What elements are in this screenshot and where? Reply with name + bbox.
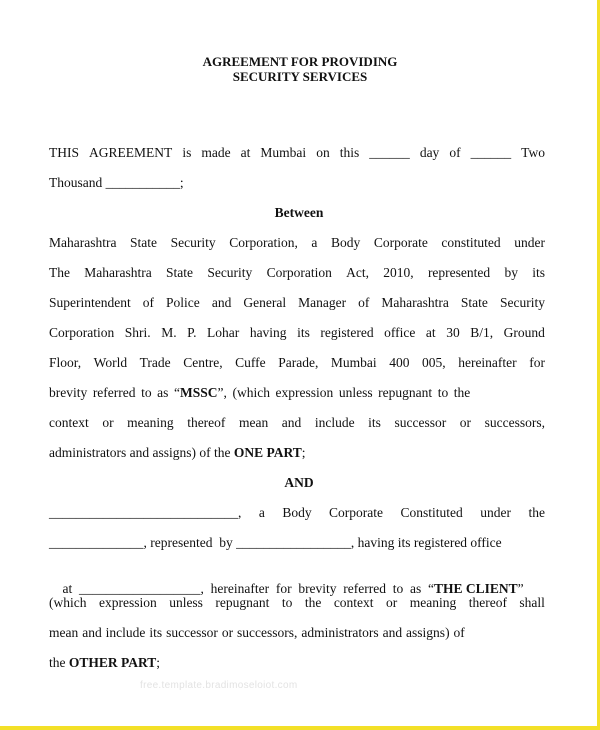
word: Corporate	[329, 505, 384, 520]
party1-context-line	[49, 415, 545, 431]
word: Constituted	[400, 505, 463, 520]
word: 005,	[422, 355, 446, 370]
word: (which	[49, 595, 87, 610]
word: office	[384, 325, 416, 340]
party1-line-3	[49, 295, 545, 311]
word: Corporation,	[229, 235, 298, 250]
word: Cuffe	[235, 355, 266, 370]
word: Ground	[503, 325, 545, 340]
word: under	[514, 235, 545, 250]
other-part-term: OTHER PART	[68, 655, 157, 670]
brevity-text-after: ”, (which expression unless repugnant to the	[217, 385, 471, 400]
client-text-after: ”	[517, 581, 524, 596]
other-part-before: the	[49, 655, 69, 670]
word: Shri.	[124, 325, 151, 340]
word: unless	[169, 595, 203, 610]
word: is	[182, 145, 192, 160]
title-line-2: SECURITY SERVICES	[232, 69, 368, 84]
word: Police	[166, 295, 200, 310]
word: ______	[369, 145, 410, 160]
word: shall	[519, 595, 545, 610]
word: 400	[389, 355, 410, 370]
word: on	[316, 145, 330, 160]
word: Security	[170, 235, 216, 250]
word: meaning	[127, 415, 174, 430]
word: under	[480, 505, 511, 520]
word: Parade,	[278, 355, 319, 370]
watermark: free.template.bradimoseloiot.com	[140, 680, 298, 691]
brevity-text-before: brevity referred to as “	[49, 385, 180, 400]
word: repugnant	[215, 595, 270, 610]
word: represented	[427, 265, 491, 280]
word: Manager	[298, 295, 347, 310]
word: successor	[394, 415, 447, 430]
word: ______	[470, 145, 512, 160]
word: ____________________________,	[49, 505, 242, 520]
word: Security	[499, 295, 545, 310]
word: its	[532, 265, 545, 280]
word: the	[528, 505, 545, 520]
word: Maharashtra	[49, 235, 117, 250]
word: context	[333, 595, 374, 610]
between-heading: Between	[274, 205, 324, 220]
word: Superintendent	[49, 295, 131, 310]
word: thereof	[187, 415, 226, 430]
word: or	[386, 595, 398, 610]
word: at	[425, 325, 436, 340]
word: B/1,	[470, 325, 494, 340]
word: The	[49, 265, 70, 280]
word: and	[211, 295, 232, 310]
intro-line-2: Thousand ___________;	[49, 175, 184, 190]
word: General	[243, 295, 287, 310]
word: mean	[238, 415, 269, 430]
word: Maharashtra	[381, 295, 449, 310]
intro-line-1	[49, 145, 545, 161]
word: Corporation	[49, 325, 115, 340]
word: at	[240, 145, 251, 160]
word: its	[368, 415, 381, 430]
word: registered	[320, 325, 374, 340]
word: Body	[282, 505, 312, 520]
word: AGREEMENT	[89, 145, 173, 160]
word: hereinafter	[458, 355, 517, 370]
word: thereof	[468, 595, 507, 610]
word: State	[130, 235, 158, 250]
word: State	[460, 295, 488, 310]
party1-line-2	[49, 265, 545, 281]
word: P.	[187, 325, 197, 340]
word: for	[529, 355, 545, 370]
other-part-after: ;	[156, 655, 161, 670]
word: Centre,	[183, 355, 223, 370]
and-heading: AND	[284, 475, 314, 490]
word: and	[281, 415, 302, 430]
word: of	[358, 295, 370, 310]
word: Maharashtra	[84, 265, 152, 280]
word: its	[297, 325, 310, 340]
mssc-term: MSSC	[180, 385, 218, 400]
one-part-before: administrators and assigns) of the	[49, 445, 234, 460]
word: Trade	[139, 355, 171, 370]
word: of	[142, 295, 155, 310]
client-term: THE CLIENT	[434, 581, 518, 596]
word: or	[459, 415, 472, 430]
word: a	[311, 235, 318, 250]
word: Corporation	[266, 265, 332, 280]
word: to	[281, 595, 293, 610]
word: THIS	[49, 145, 79, 160]
word: this	[339, 145, 360, 160]
party1-line-5	[49, 355, 545, 371]
word: State	[166, 265, 194, 280]
word: context	[49, 415, 89, 430]
page-border-bottom	[0, 726, 600, 730]
word: a	[258, 505, 265, 520]
one-part-after: ;	[301, 445, 306, 460]
word: include	[314, 415, 355, 430]
word: having	[249, 325, 287, 340]
party1-last-line	[49, 445, 545, 461]
word: Two	[521, 145, 545, 160]
word: meaning	[409, 595, 457, 610]
word: expression	[98, 595, 157, 610]
party1-line-1	[49, 235, 545, 251]
word: constituted	[441, 235, 501, 250]
word: Corporate	[373, 235, 428, 250]
word: Mumbai	[260, 145, 307, 160]
word: World	[93, 355, 128, 370]
word: Body	[330, 235, 361, 250]
word: day	[419, 145, 440, 160]
word: Lohar	[207, 325, 240, 340]
party1-brevity-line	[49, 385, 545, 401]
client-text-before: at __________________, hereinafter for brevity referred to as “	[62, 581, 435, 596]
word: 2010,	[383, 265, 414, 280]
document-title	[0, 54, 600, 84]
party2-last-line	[49, 655, 545, 671]
word: or	[102, 415, 114, 430]
word: the	[304, 595, 322, 610]
word: Security	[207, 265, 253, 280]
word: of	[449, 145, 461, 160]
party2-line-2: ______________, represented by _________________, having its registered office	[49, 535, 502, 550]
party2-line-5: mean and include its successor or successors, administrators and assigns) of	[49, 625, 465, 640]
word: by	[504, 265, 518, 280]
word: 30	[446, 325, 460, 340]
word: Act,	[346, 265, 369, 280]
word: made	[201, 145, 231, 160]
word: Mumbai	[330, 355, 377, 370]
word: successors,	[484, 415, 545, 430]
word: Floor,	[49, 355, 82, 370]
party2-line-1	[49, 505, 545, 521]
word: M.	[161, 325, 177, 340]
party1-line-4	[49, 325, 545, 341]
title-line-1: AGREEMENT FOR PROVIDING	[202, 54, 398, 69]
party2-line-4	[49, 595, 545, 611]
one-part-term: ONE PART	[233, 445, 302, 460]
